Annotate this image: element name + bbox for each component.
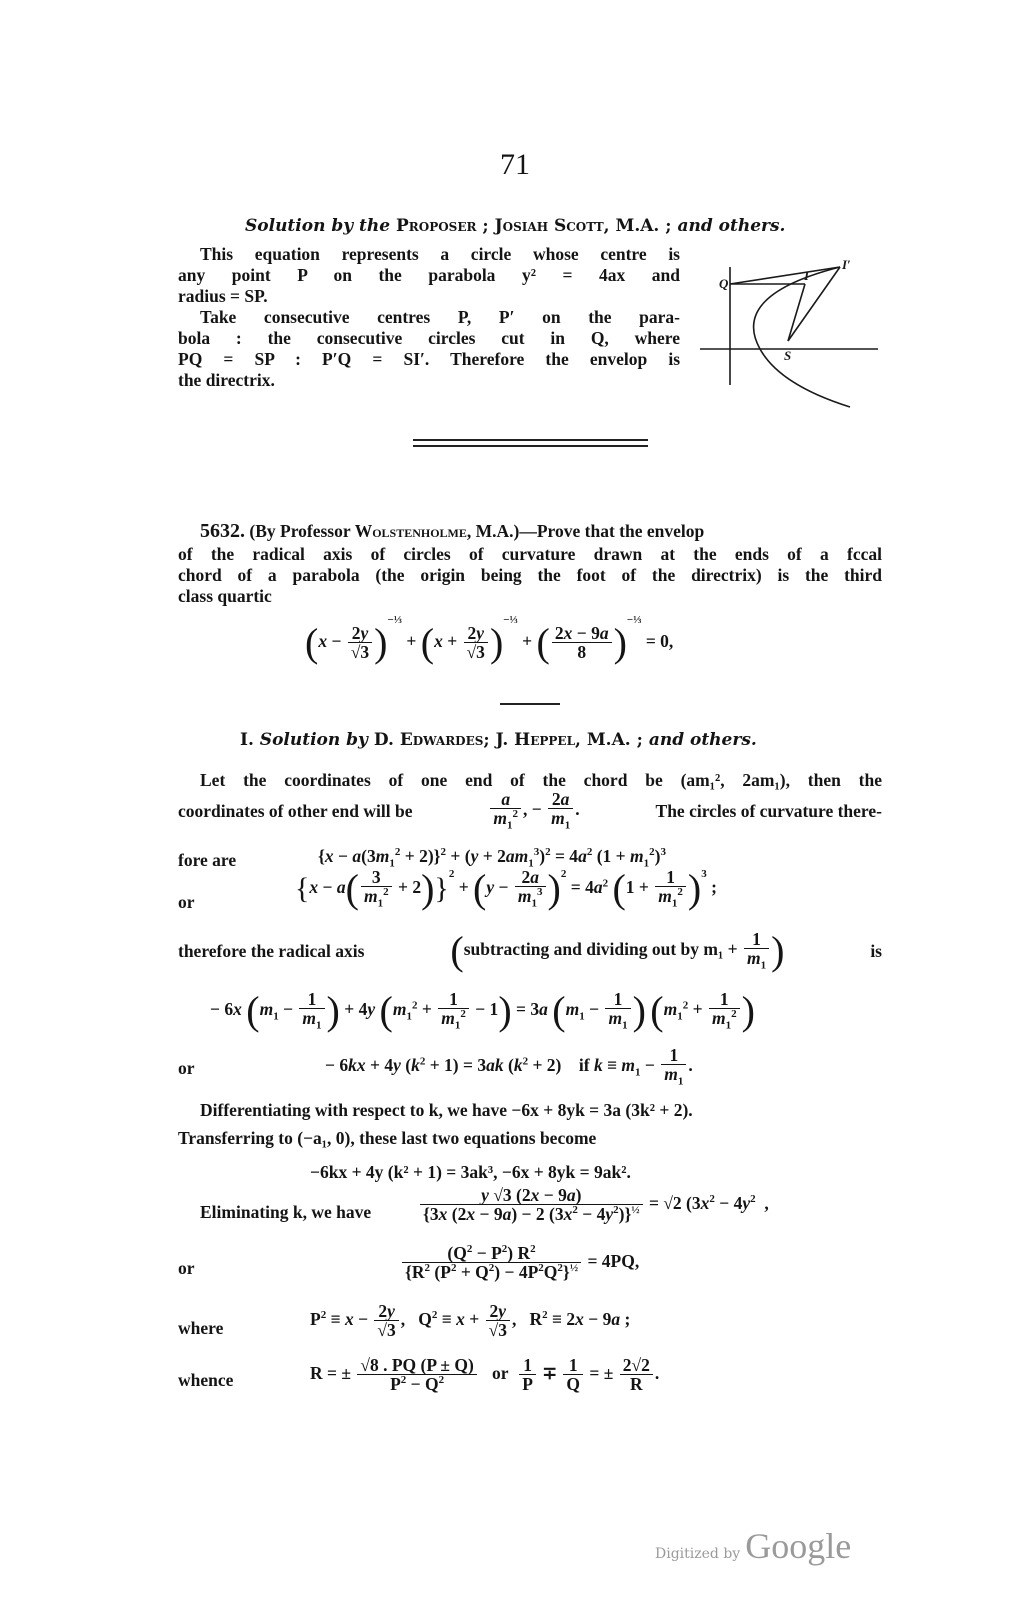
short-rule bbox=[500, 703, 560, 705]
fore-are-label: fore are bbox=[178, 850, 237, 870]
text-line: Take consecutive centres P, P′ on the para- bbox=[200, 307, 680, 327]
whence-equation: R = ± $\frac{√8 . PQ (P \pm Q)}{P^2 - Q^2}$ or $\frac{1}{P}$ ∓ $\frac{1}{Q}$ = ± $\frac{2√2}{R}$ . bbox=[310, 1355, 660, 1395]
heading-separator: ; bbox=[483, 730, 496, 750]
watermark-google: Google bbox=[745, 1526, 852, 1566]
differentiating-line: Differentiating with respect to k, we have −6x + 8yk = 3a (3k² + 2). bbox=[200, 1100, 693, 1120]
heading-text: Solution by bbox=[259, 730, 374, 750]
problem-statement-line bbox=[200, 520, 704, 543]
line-q-i2 bbox=[730, 267, 840, 284]
text-line: radius = SP. bbox=[178, 286, 268, 306]
or-label-1: or bbox=[178, 892, 195, 912]
radical-axis-eq: − 6x ($m_1$ − $\frac{1}{m_1}$ ) + 4y ($m_1^2$ + $\frac{1}{m_1^2}$ − 1) = 3a ($m_1$ − $\frac{1}{m_1}$ ) ($m_1^2$ + $\frac{1}{m_1^2}$ ) bbox=[210, 988, 755, 1034]
double-rule-bottom bbox=[413, 445, 648, 447]
problem-text: , M.A.)—Prove that the envelop bbox=[466, 521, 705, 541]
heading-number: I. bbox=[240, 730, 260, 750]
text-line: any point P on the parabola y² = 4ax and bbox=[178, 265, 680, 285]
text-segment: is bbox=[870, 940, 882, 961]
text-segment: The circles of curvature there- bbox=[655, 800, 882, 821]
text-line: bola : the consecutive circles cut in Q, where bbox=[178, 328, 680, 348]
problem-by: (By Professor bbox=[249, 521, 355, 541]
heading-author: Josiah Scott bbox=[494, 216, 604, 236]
quartic-equation: (x − $\frac{2y}{√3}$ )$^{-\frac{1}{3}}$ + (x + $\frac{2y}{√3}$ )$^{-\frac{1}{3}}$ + ( $\frac{2x - 9a}{8}$ )$^{-\frac{1}{3}}$ = 0, bbox=[305, 614, 674, 665]
eq-zero: = 0, bbox=[645, 631, 674, 651]
heading-degree: , M.A. ; bbox=[603, 216, 678, 236]
watermark-digitized: Digitized by bbox=[655, 1546, 741, 1562]
where-label: where bbox=[178, 1318, 224, 1338]
text-line: chord of a parabola (the origin being the foot of the directrix) is the third bbox=[178, 565, 882, 585]
problem-body bbox=[178, 544, 882, 607]
heading-text: Solution by the bbox=[245, 216, 396, 236]
or-label-3: or bbox=[178, 1258, 195, 1278]
text-line: This equation represents a circle whose centre is bbox=[200, 244, 680, 264]
problem-author: Wolstenholme bbox=[354, 521, 467, 541]
text-segment: subtracting and dividing out by m₁ + bbox=[463, 939, 738, 960]
solution-heading bbox=[245, 216, 785, 236]
double-rule-top bbox=[413, 439, 648, 441]
text-line: class quartic bbox=[178, 586, 272, 606]
heading-others: and others. bbox=[677, 216, 786, 236]
curvature-eq-2: {x − a( $\frac{3}{m_1^2}$ + 2)}$^2$ + (y − $\frac{2a}{m_1^3}$ )$^2 = 4a^2$ (1 + $\frac{1}{m_1^2}$ )$^3$ ; bbox=[295, 866, 717, 912]
where-definitions: $P^2 \equiv x$ − $\frac{2y}{√3}$ , $Q^2 \equiv x$ + $\frac{2y}{√3}$ , $R^2 \equiv 2x - 9a$ ; bbox=[310, 1301, 631, 1341]
watermark bbox=[655, 1525, 851, 1567]
radical-axis-line: therefore the radical axis (subtracting and dividing out by m₁ + $\frac{1}{m_1}$ ) is bbox=[178, 928, 882, 974]
heading-proposer: Proposer bbox=[396, 216, 477, 236]
problem-number: 5632. bbox=[200, 520, 245, 542]
pq-equation: $\frac{(Q^2 - P^2) R^2}{\{R^2 (P^2 + Q^2) - 4P^2Q^2\}^{\frac{1}{2}}}$ = 4PQ, bbox=[400, 1244, 639, 1282]
eliminating-label: Eliminating k, we have bbox=[200, 1202, 372, 1222]
heading-separator: ; bbox=[476, 216, 495, 236]
solution2-line1: Let the coordinates of one end of the chord be (am₁², 2am₁), then the bbox=[200, 770, 882, 790]
label-s: S bbox=[784, 348, 792, 363]
page-number: 71 bbox=[500, 148, 530, 181]
heading-others: and others. bbox=[648, 730, 757, 750]
heading-degree: , M.A. ; bbox=[575, 730, 649, 750]
text-line: the directrix. bbox=[178, 370, 275, 390]
transfer-equation: −6kx + 4y (k² + 1) = 3ak³, −6x + 8yk = 9ak². bbox=[310, 1162, 631, 1182]
line-s-i2 bbox=[788, 267, 840, 341]
parabola-curve bbox=[754, 267, 850, 407]
text-line: PQ = SP : P′Q = SI′. Therefore the envelop is bbox=[178, 349, 680, 369]
or-label-2: or bbox=[178, 1058, 195, 1078]
whence-label: whence bbox=[178, 1370, 234, 1390]
solution1-body bbox=[178, 244, 680, 391]
curvature-eq-1: $\{x - a(3m_1^2 + 2)\}^2 + (y + 2am_1^3)^2 = 4a^2$ $(1 + m_1^2)^3$ bbox=[318, 846, 666, 870]
k-equation: − 6kx + 4y $(k^2 + 1) = 3ak$ $(k^2 + 2)$ if $k \equiv m_1$ − $\frac{1}{m_1}$ . bbox=[325, 1045, 693, 1088]
label-i-prime: I′ bbox=[842, 257, 851, 272]
heading-author-1: D. Edwardes bbox=[373, 730, 484, 750]
line-s-i bbox=[788, 284, 805, 341]
label-q: Q bbox=[719, 276, 729, 291]
solution2-heading bbox=[240, 730, 757, 750]
heading-author-2: J. Heppel bbox=[495, 730, 576, 750]
label-i: I bbox=[804, 268, 810, 283]
text-segment: coordinates of other end will be bbox=[178, 800, 413, 821]
solution2-line2: coordinates of other end will be $\frac{a}{m_1^2}$ , − $\frac{2a}{m_1}$ . The circles of curvature there- bbox=[178, 789, 882, 832]
transferring-line: Transferring to (−a₁, 0), these last two equations become bbox=[178, 1128, 597, 1148]
eliminating-equation: $\frac{y √3 (2x - 9a)}{\{3x (2x - 9a) - 2 (3x^2 - 4y^2)\}^{\frac{1}{2}}}$ = √2 ($3x^2 - 4y^2$ , bbox=[418, 1186, 769, 1224]
parabola-figure bbox=[700, 255, 880, 415]
text-segment: therefore the radical axis bbox=[178, 940, 365, 961]
text-line: of the radical axis of circles of curvature drawn at the ends of a fccal bbox=[178, 544, 882, 564]
